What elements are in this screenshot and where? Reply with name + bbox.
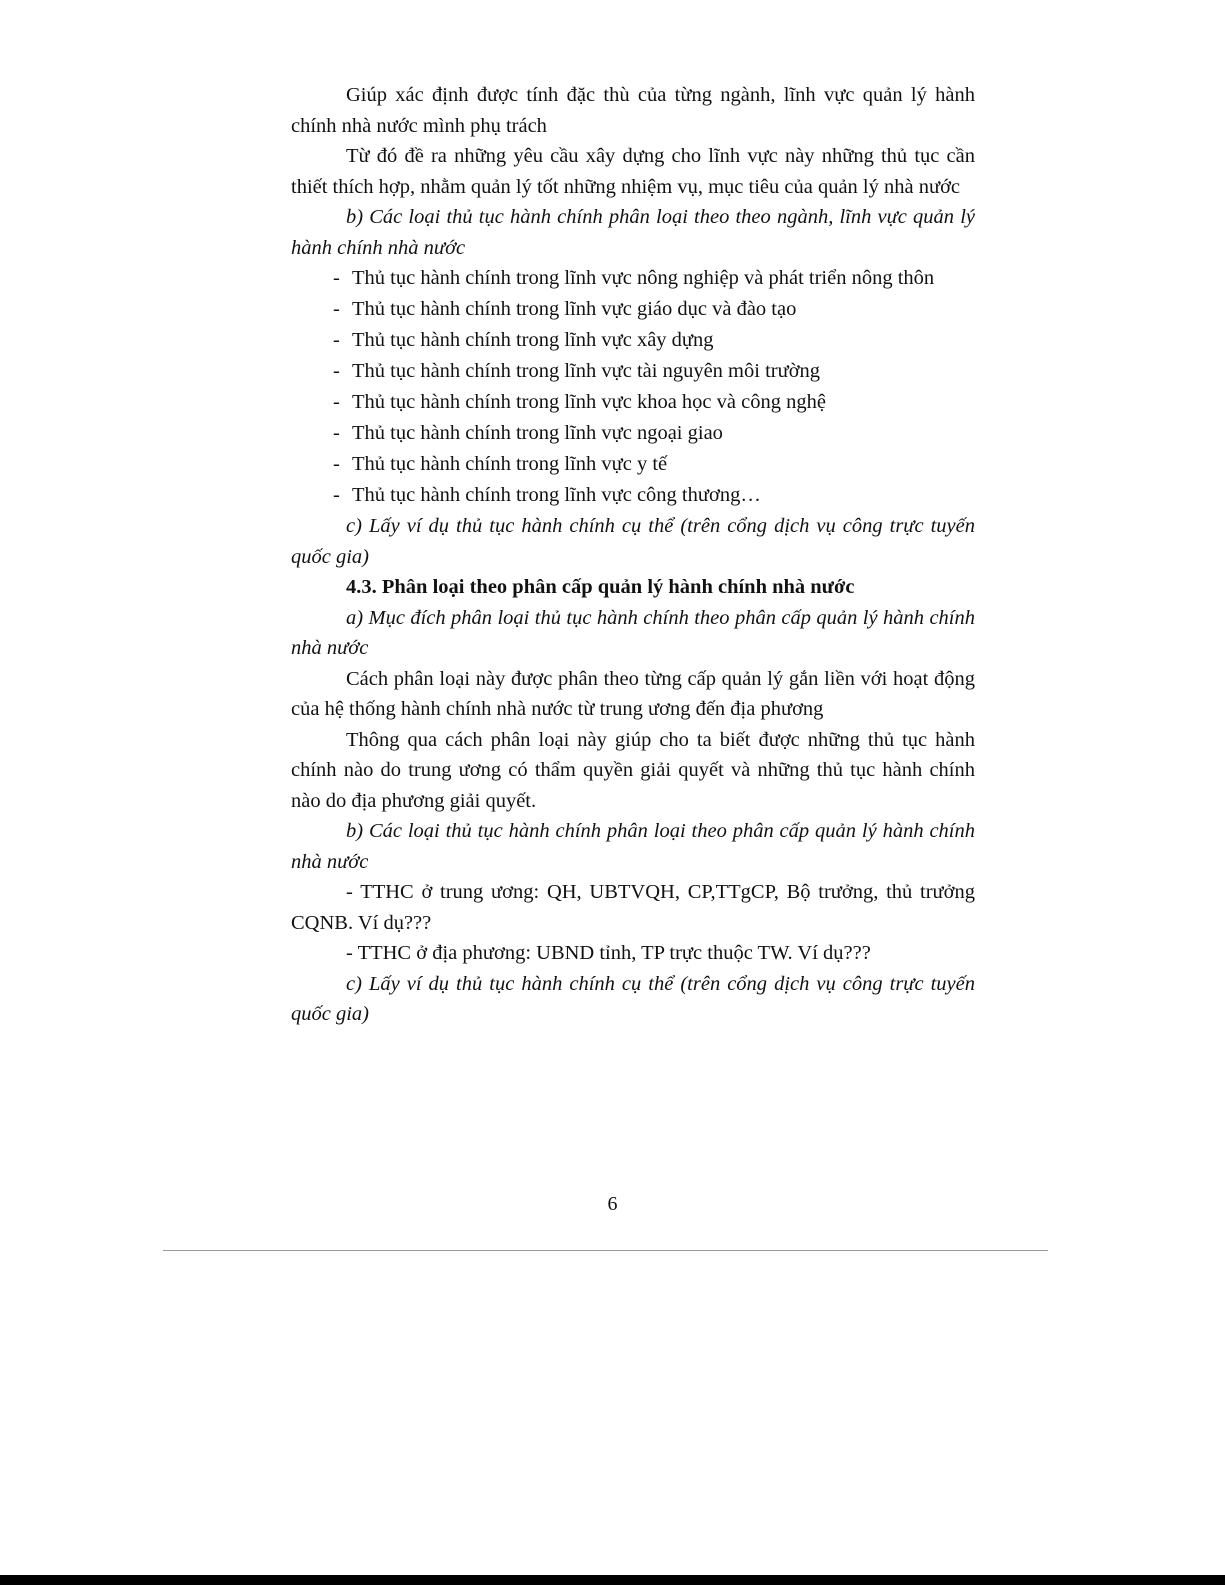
page-number: 6: [607, 1193, 618, 1215]
list-item-text: Thủ tục hành chính trong lĩnh vực công thương…: [352, 484, 761, 506]
section-heading: 4.3. Phân loại theo phân cấp quản lý hành chính nhà nước: [346, 576, 855, 598]
subheading-c-example: c) Lấy ví dụ thủ tục hành chính cụ thể (trên cổng dịch vụ công trực tuyến quốc gia): [291, 972, 975, 1025]
paragraph: Cách phân loại này được phân theo từng cấp quản lý gắn liền với hoạt động của hệ thống hành chính nhà nước từ trung ương đến địa phương: [291, 667, 975, 720]
paragraph: - TTHC ở trung ương: QH, UBTVQH, CP,TTgCP, Bộ trưởng, thủ trưởng CQNB. Ví dụ???: [291, 881, 975, 934]
list-dash: -: [333, 329, 340, 351]
list-dash: -: [333, 484, 340, 506]
subheading-a-purpose: a) Mục đích phân loại thủ tục hành chính theo phân cấp quản lý hành chính nhà nước: [291, 606, 975, 659]
list-item-text: Thủ tục hành chính trong lĩnh vực giáo dục và đào tạo: [352, 298, 797, 320]
list-item-text: Thủ tục hành chính trong lĩnh vực tài nguyên môi trường: [352, 360, 821, 382]
list-item-text: Thủ tục hành chính trong lĩnh vực khoa học và công nghệ: [352, 391, 826, 413]
list-item-text: Thủ tục hành chính trong lĩnh vực xây dựng: [352, 329, 714, 351]
list-item: [333, 294, 975, 325]
list-item-text: Thủ tục hành chính trong lĩnh vực y tế: [352, 453, 668, 475]
sector-procedure-list: [291, 263, 975, 511]
list-dash: -: [333, 298, 340, 320]
list-item: [333, 418, 975, 449]
page-divider: [163, 1250, 1048, 1251]
list-item: [333, 356, 975, 387]
subheading-b-level-types: b) Các loại thủ tục hành chính phân loại theo phân cấp quản lý hành chính nhà nước: [291, 820, 975, 873]
list-dash: -: [333, 391, 340, 413]
list-dash: -: [333, 422, 340, 444]
list-item: [333, 449, 975, 480]
list-item-text: Thủ tục hành chính trong lĩnh vực ngoại giao: [352, 422, 723, 444]
list-item: [333, 263, 975, 294]
list-item: [333, 480, 975, 511]
list-item: [333, 325, 975, 356]
list-dash: -: [333, 267, 340, 289]
list-dash: -: [333, 360, 340, 382]
bottom-edge-bar: [0, 1575, 1225, 1585]
page-body: [291, 80, 975, 1030]
paragraph: Thông qua cách phân loại này giúp cho ta biết được những thủ tục hành chính nào do trung ương có thẩm quyền giải quyết và những thủ tục hành chính nào do địa phương giải quyết.: [291, 728, 975, 812]
paragraph: Từ đó đề ra những yêu cầu xây dựng cho lĩnh vực này những thủ tục cần thiết thích hợp, nhằm quản lý tốt những nhiệm vụ, mục tiêu của quản lý nhà nước: [291, 145, 975, 198]
list-dash: -: [333, 453, 340, 475]
paragraph: - TTHC ở địa phương: UBND tỉnh, TP trực thuộc TW. Ví dụ???: [346, 942, 871, 964]
list-item: [333, 387, 975, 418]
paragraph: Giúp xác định được tính đặc thù của từng ngành, lĩnh vực quản lý hành chính nhà nước mình phụ trách: [291, 84, 975, 137]
list-item-text: Thủ tục hành chính trong lĩnh vực nông nghiệp và phát triển nông thôn: [352, 267, 935, 289]
subheading-b-sector-types: b) Các loại thủ tục hành chính phân loại theo theo ngành, lĩnh vực quản lý hành chính nhà nước: [291, 206, 975, 259]
subheading-c-example: c) Lấy ví dụ thủ tục hành chính cụ thể (trên cổng dịch vụ công trực tuyến quốc gia): [291, 515, 975, 568]
